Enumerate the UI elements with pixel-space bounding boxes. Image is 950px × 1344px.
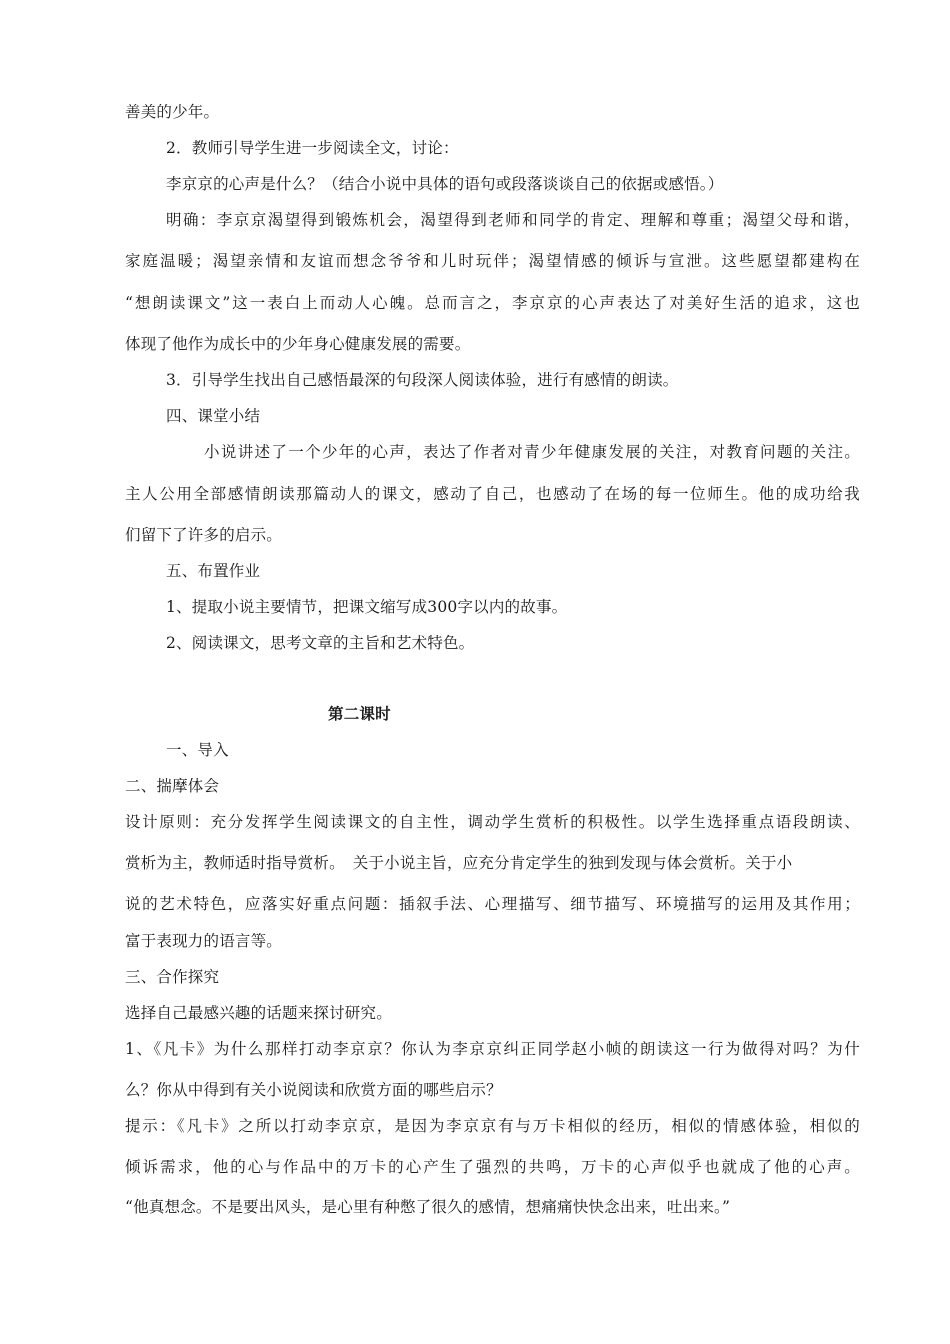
text-line: 1、提取小说主要情节，把课文缩写成300字以内的故事。	[166, 598, 568, 616]
text-line: 选择自己最感兴趣的话题来探讨研究。	[125, 1004, 392, 1022]
text-line: 赏析为主，教师适时指导赏析。 关于小说主旨，应充分肯定学生的独到发现与体会赏析。关于小	[125, 854, 793, 872]
text-line: 体现了他作为成长中的少年身心健康发展的需要。	[125, 335, 471, 353]
text-line: 设计原则：充分发挥学生阅读课文的自主性，调动学生赏析的积极性。以学生选择重点语段朗读、	[125, 813, 860, 831]
section-heading: 三、合作探究	[125, 968, 220, 986]
text-line: 主人公用全部感情朗读那篇动人的课文，感动了自己，也感动了在场的每一位师生。他的成功给我	[125, 485, 860, 503]
text-line: 家庭温暖；渴望亲情和友谊而想念爷爷和儿时玩伴；渴望情感的倾诉与宣泄。这些愿望都建构在	[125, 252, 860, 270]
text-line: 善美的少年。	[125, 103, 220, 121]
lesson-title: 第二课时	[328, 704, 391, 723]
text-line: 们留下了许多的启示。	[125, 526, 283, 544]
text-line: 2、阅读课文，思考文章的主旨和艺术特色。	[166, 634, 475, 652]
section-heading: 五、布置作业	[166, 562, 261, 580]
text-line: “他真想念。不是要出风头，是心里有种憋了很久的感情，想痛痛快快念出来，吐出来。”	[125, 1198, 731, 1216]
text-line: 3．引导学生找出自己感悟最深的句段深人阅读体验，进行有感情的朗读。	[166, 371, 679, 389]
section-heading: 二、揣摩体会	[125, 777, 220, 795]
text-line: 提示：《凡卡》之所以打动李京京，是因为李京京有与万卡相似的经历，相似的情感体验，相似的	[125, 1117, 860, 1135]
text-line: 富于表现力的语言等。	[125, 932, 283, 950]
text-line: 说的艺术特色，应落实好重点问题：插叙手法、心理描写、细节描写、环境描写的运用及其作用；	[125, 895, 860, 913]
text-line: 小说讲述了一个少年的心声，表达了作者对青少年健康发展的关注，对教育问题的关注。	[204, 443, 860, 461]
text-line: 么？你从中得到有关小说阅读和欣赏方面的哪些启示？	[125, 1081, 502, 1099]
text-line: “想朗读课文”这一表白上而动人心魄。总而言之，李京京的心声表达了对美好生活的追求，这也	[125, 294, 860, 312]
section-heading: 一、导入	[166, 741, 229, 759]
section-heading: 四、课堂小结	[166, 407, 261, 425]
text-line: 李京京的心声是什么？（结合小说中具体的语句或段落谈谈自己的依据或感悟。）	[166, 175, 724, 193]
text-line: 1、《凡卡》为什么那样打动李京京？你认为李京京纠正同学赵小帧的朗读这一行为做得对吗？为什	[125, 1040, 860, 1058]
text-line: 倾诉需求，他的心与作品中的万卡的心产生了强烈的共鸣，万卡的心声似乎也就成了他的心声。	[125, 1158, 860, 1176]
text-line: 2．教师引导学生进一步阅读全文，讨论：	[166, 139, 459, 157]
text-line: 明确：李京京渴望得到锻炼机会，渴望得到老师和同学的肯定、理解和尊重；渴望父母和谐，	[166, 211, 860, 229]
